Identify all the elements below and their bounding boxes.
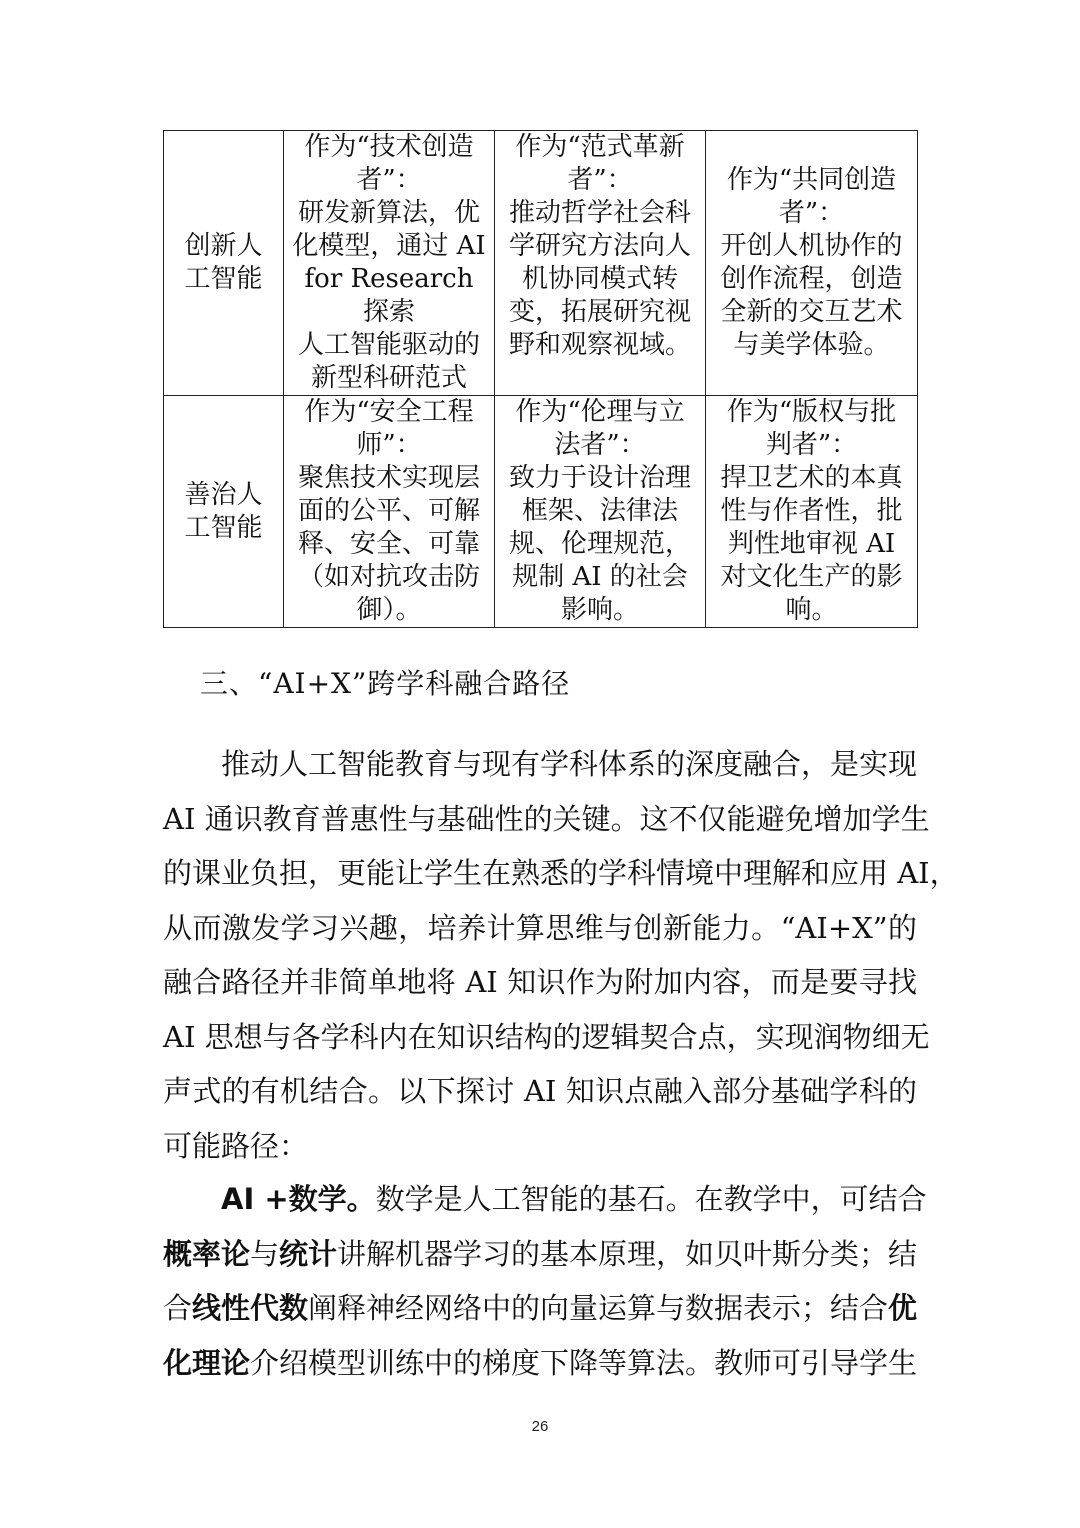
row-header-innovation-ai: 创新人 工智能 — [164, 131, 284, 396]
table-row — [164, 396, 918, 628]
row-header-governance-ai: 善治人 工智能 — [164, 396, 284, 628]
table-cell: 作为“版权与批 判者”： 捍卫艺术的本真 性与作者性，批 判性地审视 AI 对文化生产的影 响。 — [706, 396, 918, 628]
comparison-table — [163, 130, 918, 628]
table-cell: 作为“范式革新 者”： 推动哲学社会科 学研究方法向人 机协同模式转 变，拓展研究视 野和观察视域。 — [495, 131, 706, 396]
lead-term: AI +数学。 — [221, 1182, 376, 1216]
section-heading: 三、“AI+X”跨学科融合路径 — [200, 667, 571, 700]
table-cell: 作为“共同创造 者”： 开创人机协作的 创作流程，创造 全新的交互艺术 与美学体验。 — [706, 131, 918, 396]
math-paragraph: AI +数学。数学是人工智能的基石。在教学中，可结合 概率论与统计讲解机器学习的基本原理，如贝叶斯分类；结 合线性代数阐释神经网络中的向量运算与数据表示；结合优 化理论介绍模型训练中的梯度下降等算法。教师可引导学生 — [163, 1182, 927, 1380]
table-row — [164, 131, 918, 396]
page-number: 26 — [531, 1418, 549, 1435]
table-cell: 作为“伦理与立 法者”： 致力于设计治理 框架、法律法 规、伦理规范， 规制 AI 的社会 影响。 — [495, 396, 706, 628]
body-paragraph: 推动人工智能教育与现有学科体系的深度融合，是实现 AI 通识教育普惠性与基础性的关键。这不仅能避免增加学生 的课业负担，更能让学生在熟悉的学科情境中理解和应用 AI， 从而激发学习兴趣，培养计算思维与创新能力。“AI+X”的 融合路径并非简单地将 AI 知识作为附加内容，而是要寻找 AI 思想与各学科内在知识结构的逻辑契合点，实现润物细无 声式的有机结合。以下探讨 AI 知识点融入部分基础学科的 可能路径： — [163, 747, 959, 1163]
table-cell: 作为“安全工程 师”： 聚焦技术实现层 面的公平、可解 释、安全、可靠 （如对抗攻击防 御）。 — [284, 396, 495, 628]
table-cell: 作为“技术创造 者”： 研发新算法，优 化模型，通过 AI for Research 探索 人工智能驱动的 新型科研范式 — [284, 131, 495, 396]
